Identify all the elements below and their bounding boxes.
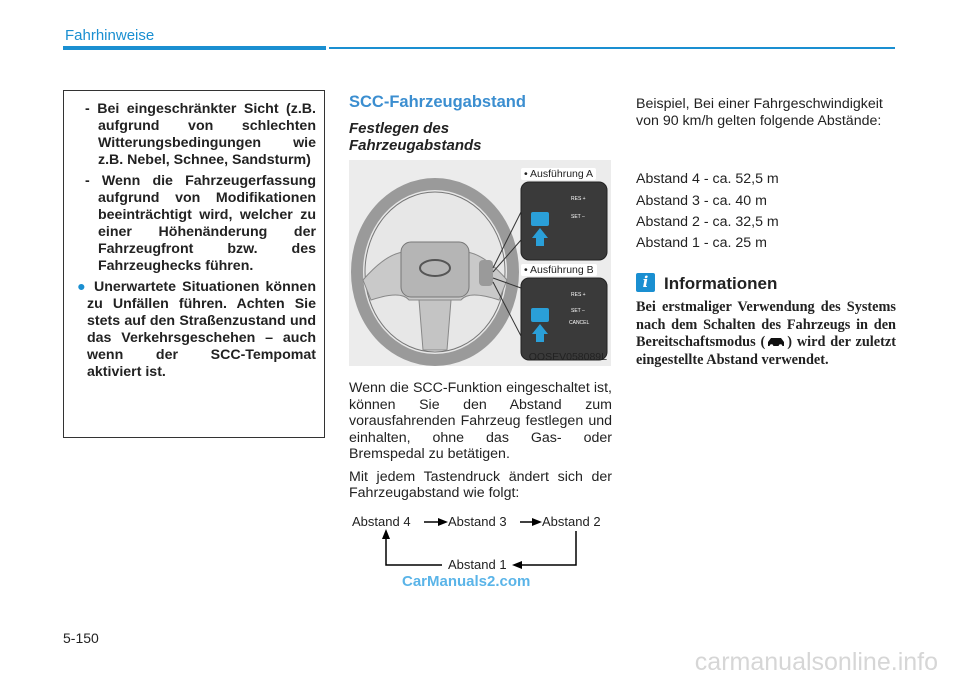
distance-line: Abstand 2 - ca. 32,5 m <box>636 214 779 230</box>
section-header: Fahrhinweise <box>65 27 155 44</box>
caution-bullet-text: Unerwartete Situationen können zu Unfällen führen. Achten Sie stets auf den Straßenzustand und das Verkehrsgeschehen – auch wenn der SCC-Tempomat aktiviert ist. <box>87 279 316 380</box>
abstand-2-label: Abstand 2 <box>542 514 601 529</box>
section-title: SCC-Fahrzeugabstand <box>349 93 526 111</box>
info-text-end: ) wird der zuletzt eingestellte Abstand verwendet. <box>636 334 896 368</box>
steering-wheel-figure <box>349 160 611 366</box>
set-label: SET – <box>571 308 585 314</box>
info-text-start: Bei erstmaliger Verwendung des Systems nach dem Schalten des Fahrzeugs in den Bereitschaftsmodus ( <box>636 299 896 350</box>
caution-bullet-item <box>74 279 316 381</box>
section-subtitle: Festlegen des Fahrzeugabstands <box>349 120 482 154</box>
variant-b-label: • Ausführung B <box>521 264 597 276</box>
figure-code: OOSEV058089L <box>528 351 607 363</box>
set-label: SET – <box>571 214 585 220</box>
variant-a-label: • Ausführung A <box>521 168 596 180</box>
res-label: RES + <box>571 292 586 298</box>
abstand-1-label: Abstand 1 <box>448 557 507 572</box>
info-body <box>636 299 896 369</box>
example-intro <box>636 96 896 129</box>
cancel-label: CANCEL <box>569 320 590 326</box>
res-label: RES + <box>571 196 586 202</box>
header-rule-thick <box>63 46 326 50</box>
body-paragraph: Wenn die SCC-Funktion eingeschaltet ist, können Sie den Abstand zum vorausfahrenden Fahrzeug festlegen und einhalten, ohne das Gas- oder Bremspedal zu betätigen. <box>349 380 612 462</box>
distance-line: Abstand 1 - ca. 25 m <box>636 235 767 251</box>
abstand-3-label: Abstand 3 <box>448 514 507 529</box>
abstand-4-label: Abstand 4 <box>352 514 411 529</box>
caution-dash-item: - Wenn die Fahrzeugerfassung aufgrund von Modifikationen beeinträchtigt wird, welcher zu einer Höhenänderung der Fahrzeugfront bzw. des Fahrzeughecks führen. <box>85 173 316 274</box>
body-paragraph: Mit jedem Tastendruck ändert sich der Fahrzeugabstand wie folgt: <box>349 468 612 501</box>
info-icon: i <box>636 273 655 292</box>
distance-line: Abstand 3 - ca. 40 m <box>636 193 767 209</box>
watermark-carmanualsonline: carmanualsonline.info <box>694 648 938 676</box>
steering-wheel-illustration <box>349 160 611 366</box>
distance-line: Abstand 4 - ca. 52,5 m <box>636 171 779 187</box>
page-number: 5-150 <box>63 630 99 646</box>
example-intro-text: Beispiel, Bei einer Fahrgeschwindigkeit von 90 km/h gelten folgende Abstände: <box>636 96 883 129</box>
bullet-icon: ● <box>77 279 88 295</box>
watermark-carmanuals: CarManuals2.com <box>402 573 531 590</box>
info-title: Informationen <box>664 274 778 293</box>
caution-box <box>63 90 325 438</box>
header-rule-thin <box>329 47 895 49</box>
caution-dash-item: - Bei eingeschränkter Sicht (z.B. aufgrund von schlechten Witterungsbedingungen wie z.B. Nebel, Schnee, Sandsturm) <box>85 101 316 168</box>
car-ready-icon <box>765 335 787 348</box>
body-text <box>349 380 612 508</box>
